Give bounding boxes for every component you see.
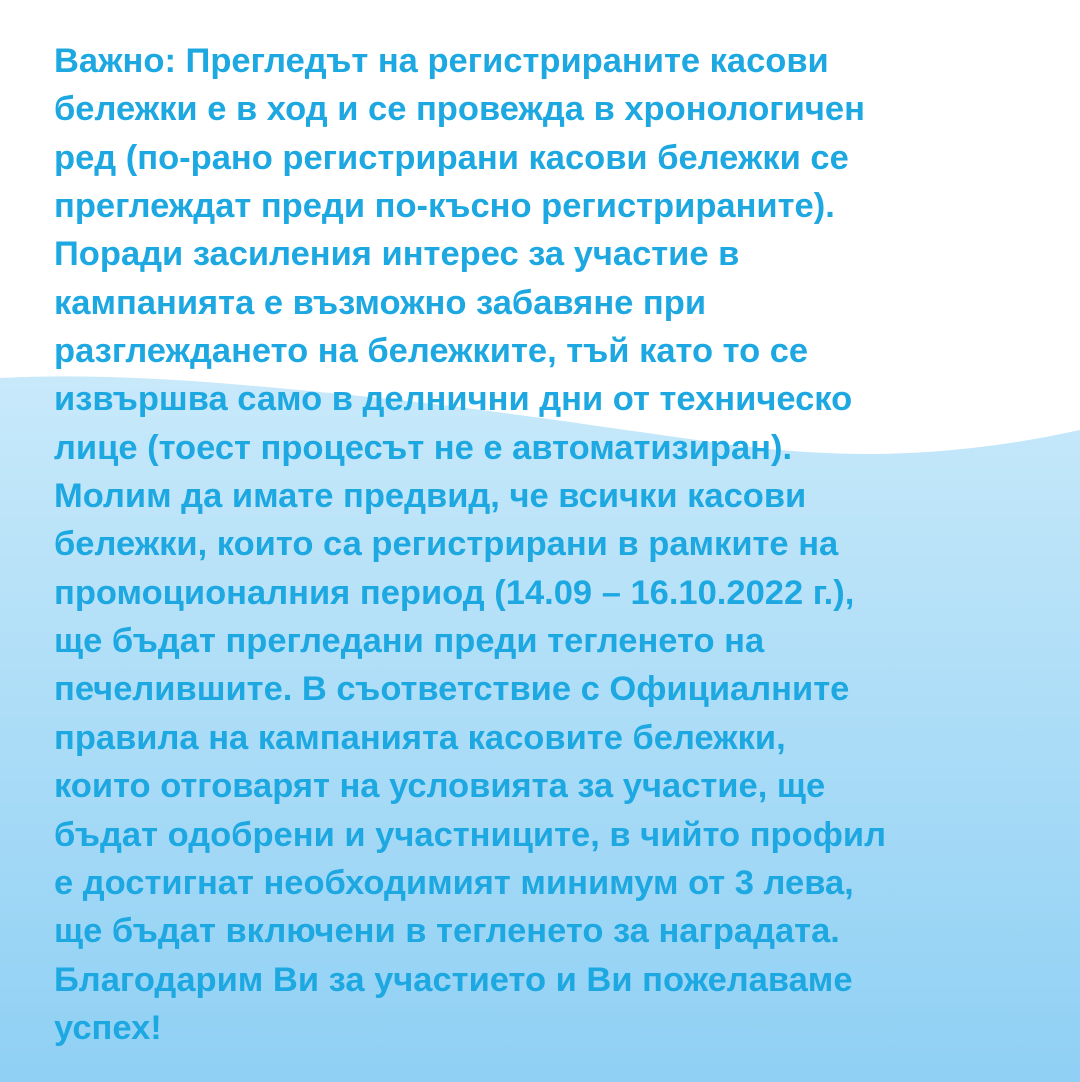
- notice-text: Важно: Прегледът на регистрираните касови бележки е в ход и се провежда в хронологичен ред (по-рано регистрирани касови бележки се преглеждат преди по-късно регистрираните). Поради засиления интерес за участие в кампанията е възможно забавяне при разглеждането на бележките, тъй като то се извършва само в делнични дни от техническо лице (тоест процесът не е автоматизиран). Молим да имате предвид, че всички касови бележки, които са регистрирани в рамките на промоционалния период (14.09 – 16.10.2022 г.), ще бъдат прегледани преди тегленето на печелившите. В съответствие с Официалните правила на кампанията касовите бележки, които отговарят на условията за участие, ще бъдат одобрени и участниците, в чийто профил е достигнат необходимият минимум от 3 лева, ще бъдат включени в тегленето за наградата. Благодарим Ви за участието и Ви пожелаваме успех!: [54, 42, 887, 1047]
